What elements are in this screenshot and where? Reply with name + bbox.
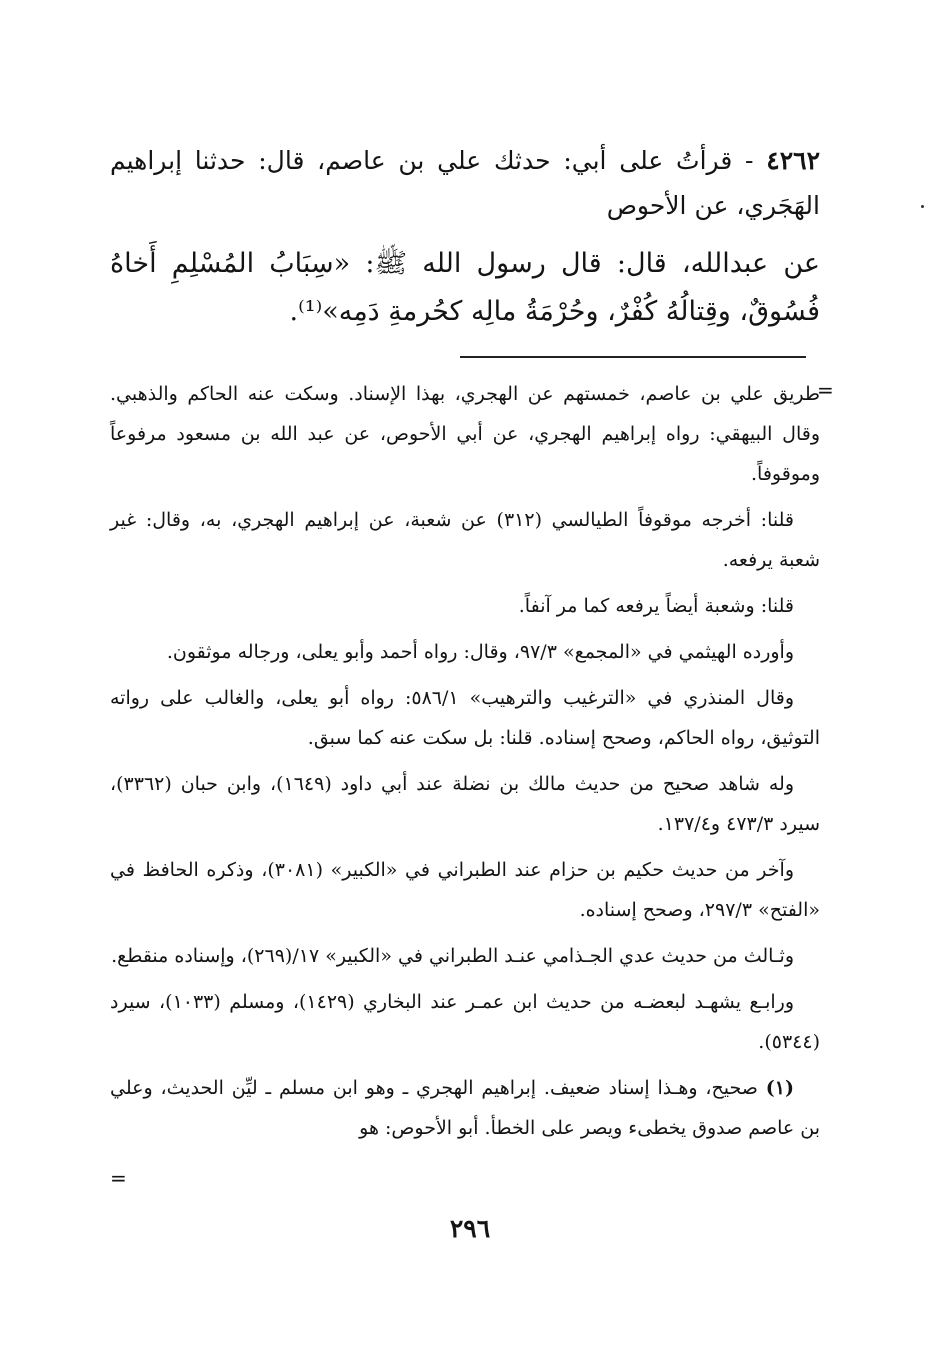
note-paragraph: قلنا: وشعبة أيضاً يرفعه كما مر آنفاً. bbox=[518, 595, 794, 617]
note-paragraph: وأورده الهيثمي في «المجمع» ٩٧/٣، وقال: رواه أحمد وأبو يعلى، ورجاله موثقون. bbox=[166, 641, 794, 663]
note-paragraph: قلنا: أخرجه موقوفاً الطيالسي (٣١٢) عن شعبة، عن إبراهيم الهجري، به، وقال: غير شعبة يرفعه. bbox=[110, 509, 820, 571]
hadith-matn: عن عبدالله، قال: قال رسول الله ﷺ: «سِبَابُ المُسْلِمِ أَخاهُ فُسُوقٌ، وقِتالُهُ كُفْرٌ، وحُرْمَةُ مالِه كحُرمةِ دَمِه»⁽¹⁾. bbox=[110, 248, 820, 327]
note-paragraph: وآخر من حديث حكيم بن حزام عند الطبراني في «الكبير» (٣٠٨١)، وذكره الحافظ في «الفتح» ٢٩٧/٣، وصحح إسناده. bbox=[110, 859, 820, 921]
footnote-marker: (١) bbox=[765, 1077, 794, 1099]
note-paragraph: وقال المنذري في «الترغيب والترهيب» ٥٨٦/١: رواه أبو يعلى، والغالب على رواته التوثيق، رواه الحاكم، وصحح إسناده. قلنا: بل سكت عنه كما سبق. bbox=[110, 687, 820, 749]
page-number: ٢٩٦ bbox=[449, 1214, 491, 1243]
footnotes-block bbox=[110, 374, 820, 1154]
hadith-block bbox=[110, 138, 820, 336]
note-paragraph: وثـالث من حديث عدي الجـذامي عنـد الطبراني في «الكبير» ١٧/(٢٦٩)، وإسناده منقطع. bbox=[111, 945, 794, 967]
hadith-number: ٤٢٦٢ bbox=[766, 146, 820, 175]
note-paragraph: وله شاهد صحيح من حديث مالك بن نضلة عند أبي داود (١٦٤٩)، وابن حبان (٣٣٦٢)، سيرد ٤٧٣/٣ و١٣٧/٤. bbox=[110, 773, 820, 835]
note-paragraph: طريق علي بن عاصم، خمستهم عن الهجري، بهذا الإسناد. وسكت عنه الحاكم والذهبي. وقال البيهقي: رواه إبراهيم الهجري، عن أبي الأحوص، عن عبد الله بن مسعود مرفوعاً وموقوفاً. bbox=[110, 383, 820, 485]
footnote-text: صحيح، وهـذا إسناد ضعيف. إبراهيم الهجري ـ وهو ابن مسلم ـ ليِّن الحديث، وعلي بن عاصم صدوق يخطىء ويصر على الخطأ. أبو الأحوص: هو bbox=[110, 1077, 820, 1139]
continuation-mark: = bbox=[817, 378, 834, 402]
footnote-divider bbox=[460, 356, 806, 358]
note-paragraph: ورابـع يشهـد لبعضـه من حديث ابن عمـر عند البخاري (١٤٢٩)، ومسلم (١٠٣٣)، سيرد (٥٣٤٤). bbox=[110, 991, 820, 1053]
hadith-isnad bbox=[110, 138, 820, 228]
footnote-continuation-mark: = bbox=[110, 1166, 127, 1190]
footnote-1 bbox=[110, 1068, 820, 1148]
scan-speck bbox=[921, 205, 924, 208]
hadith-isnad-text: - قرأتُ على أبي: حدثك علي بن عاصم، قال: حدثنا إبراهيم الهَجَري، عن الأحوص bbox=[110, 146, 820, 220]
